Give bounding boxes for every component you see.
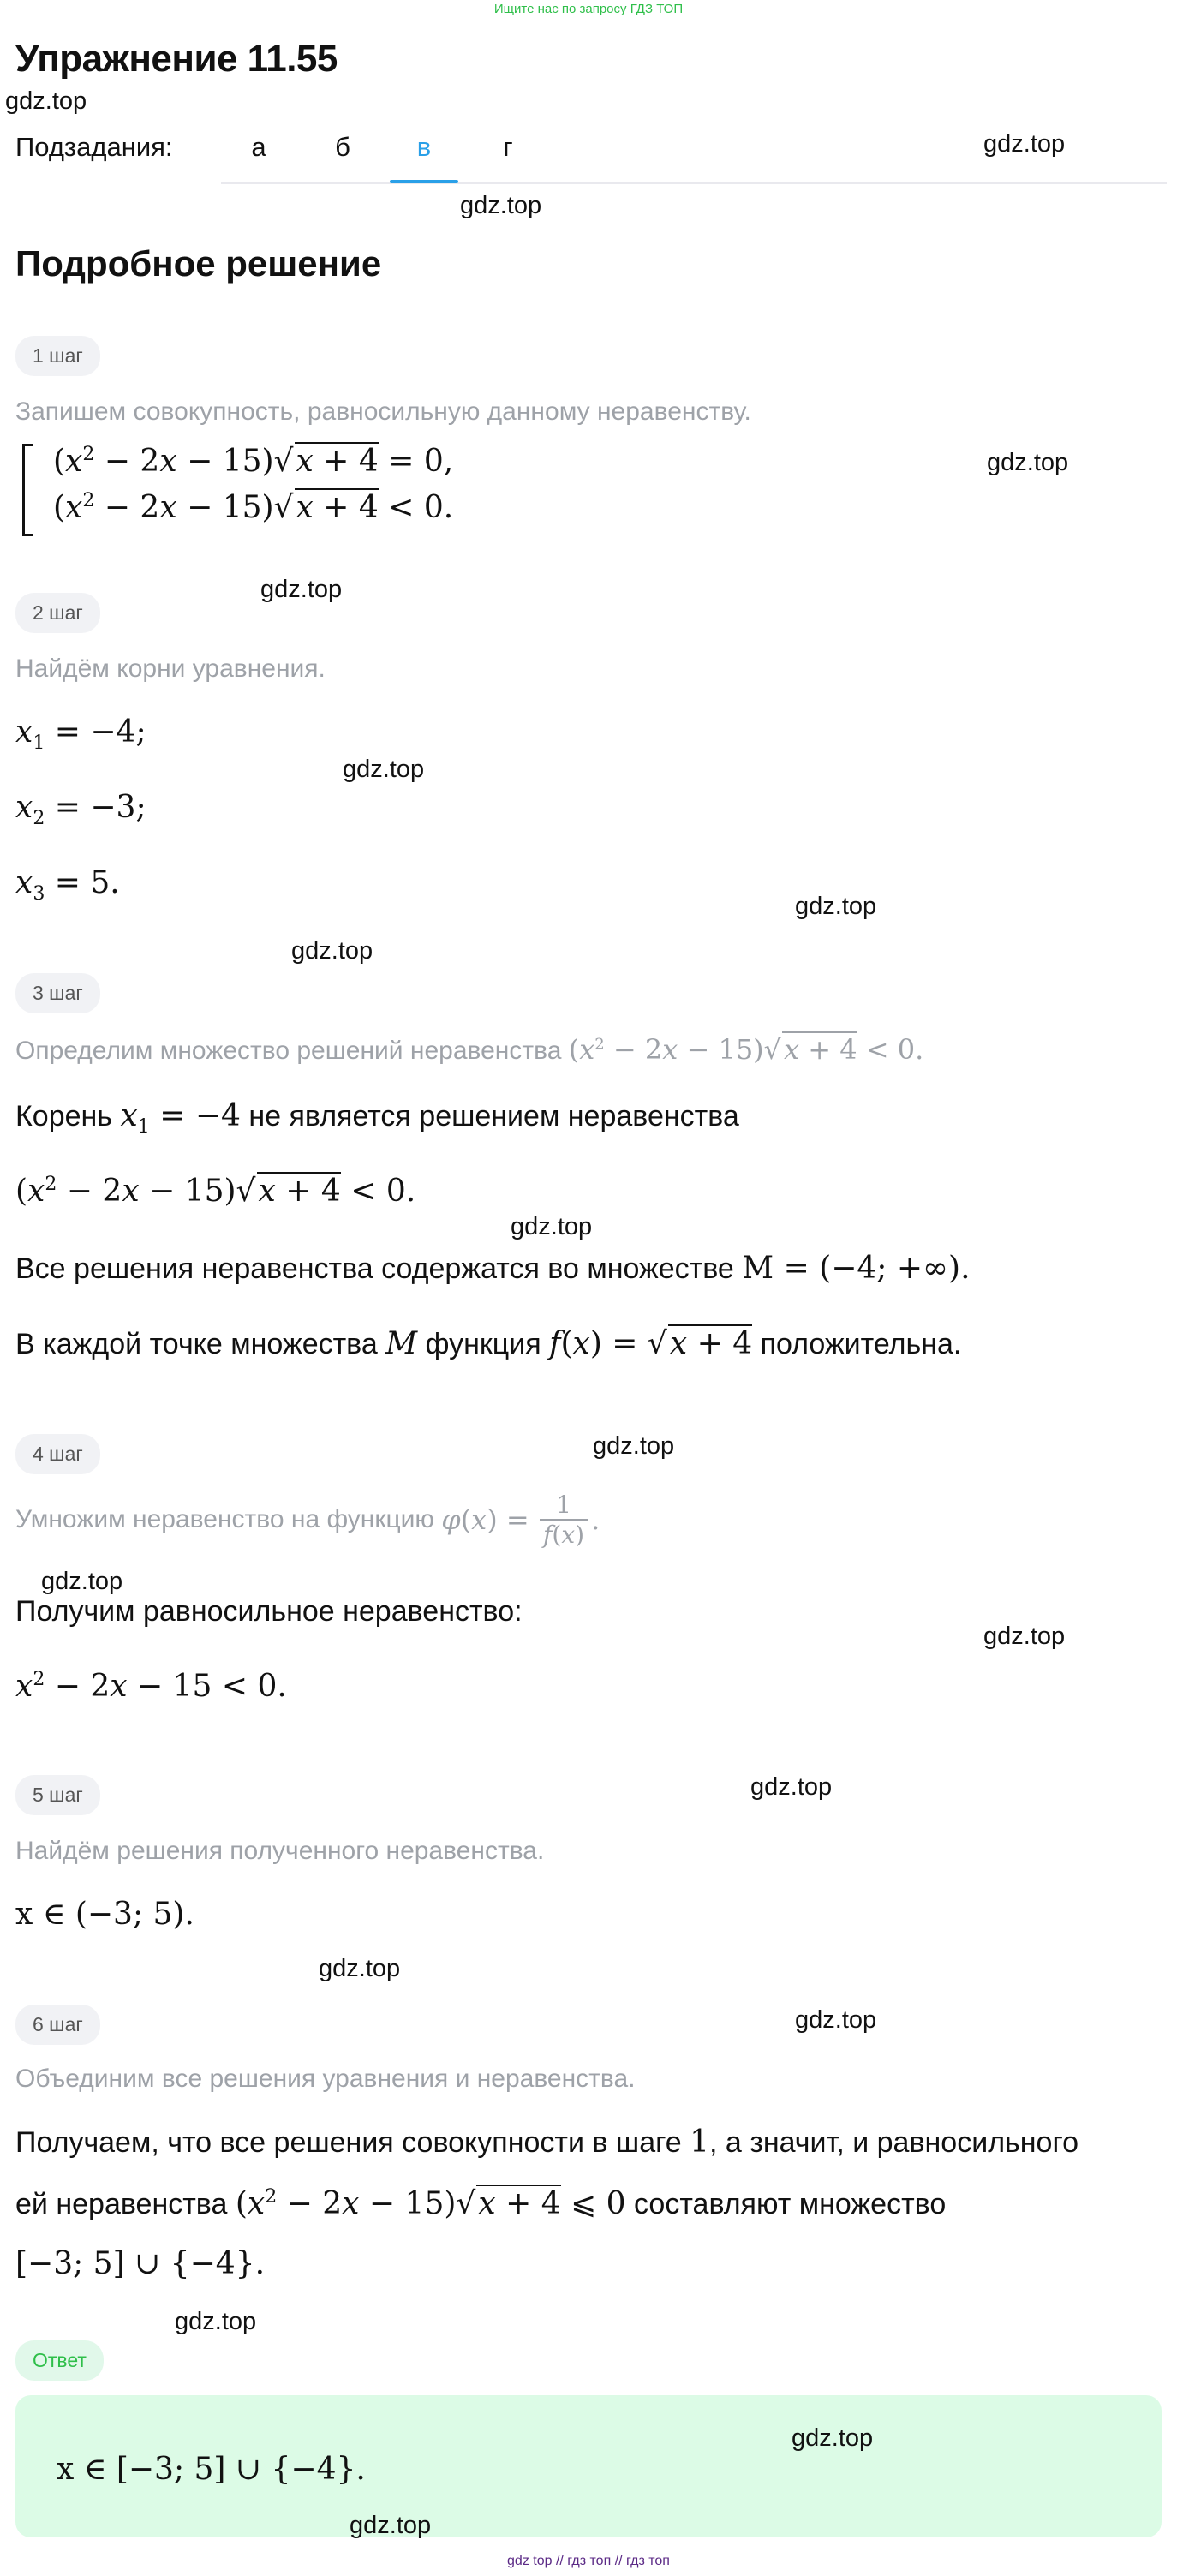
step-description: Определим множество решений неравенства $(x^2 - 2x - 15)√x + 4 < 0$. bbox=[15, 1033, 924, 1066]
watermark: gdz.top bbox=[343, 756, 425, 783]
system-bracket bbox=[22, 444, 33, 536]
positive-function-statement: В каждой точке множества M функция f(x) = √x + 4 положительна. bbox=[15, 1326, 962, 1361]
footer-links[interactable]: gdz top // гдз топ // гдз топ bbox=[507, 2554, 670, 2568]
root-x1: $x_1 = -4$; bbox=[15, 714, 146, 755]
step-description: Запишем совокупность, равносильную данному неравенству. bbox=[15, 397, 751, 426]
tab-a[interactable]: а bbox=[251, 132, 266, 162]
answer-badge: Ответ bbox=[15, 2340, 104, 2381]
root-statement: Корень $x_1 = -4$ не является решением неравенства bbox=[15, 1098, 739, 1139]
subtasks-label: Подзадания: bbox=[15, 132, 173, 162]
math-inequality: $(x^2 - 2x - 15)√x + 4 < 0$. bbox=[15, 1174, 416, 1209]
watermark: gdz.top bbox=[175, 2308, 257, 2335]
watermark: gdz.top bbox=[983, 1623, 1066, 1650]
root-x3: $x_3 = 5$. bbox=[15, 865, 120, 905]
each-point-pre: В каждой точке множества bbox=[15, 1328, 378, 1360]
step-badge: 1 шаг bbox=[15, 336, 100, 376]
conclusion-line-1 bbox=[15, 2125, 1078, 2160]
math-quadratic-inequality: $x^2 - 2x - 15 < 0$. bbox=[15, 1669, 287, 1704]
watermark: gdz.top bbox=[983, 130, 1066, 158]
step-description: Объединим все решения уравнения и неравенства. bbox=[15, 2065, 636, 2093]
watermark: gdz.top bbox=[291, 937, 373, 965]
eq1-end: = 0, bbox=[388, 444, 454, 479]
tabs-divider bbox=[221, 182, 1167, 184]
watermark: gdz.top bbox=[987, 449, 1069, 476]
tab-b[interactable]: б bbox=[335, 132, 350, 162]
interval-solution: x ∈ (−3; 5). bbox=[15, 1897, 194, 1932]
step-badge: 3 шаг bbox=[15, 973, 100, 1013]
step-description-text: Умножим неравенство на функцию bbox=[15, 1505, 434, 1533]
step-number-ref: 1 bbox=[690, 2125, 710, 2160]
root-statement-post: не является решением неравенства bbox=[248, 1100, 739, 1133]
root-statement-pre: Корень bbox=[15, 1100, 113, 1133]
page-title: Упражнение 11.55 bbox=[15, 38, 338, 80]
conclusion-line-2: ей неравенства $(x^2 - 2x - 15)√x + 4$ ⩽ 0 составляют множество bbox=[15, 2186, 947, 2221]
top-banner[interactable]: Ищите нас по запросу ГДЗ ТОП bbox=[493, 2, 684, 16]
step-badge: 6 шаг bbox=[15, 2005, 100, 2045]
eq2-end: < 0. bbox=[388, 490, 454, 525]
step-description: Найдём решения полученного неравенства. bbox=[15, 1837, 545, 1865]
answer-value: x ∈ [−3; 5] ∪ {−4}. bbox=[57, 2452, 366, 2487]
each-point-mid: функция bbox=[425, 1328, 541, 1360]
step-description-text: Определим множество решений неравенства bbox=[15, 1037, 562, 1065]
watermark: gdz.top bbox=[350, 2512, 432, 2539]
math-equation-1: $(x^2 - 2x - 15)√x + 4 = 0$, bbox=[53, 444, 454, 479]
watermark: gdz.top bbox=[41, 1568, 123, 1595]
each-point-post: положительна. bbox=[760, 1328, 962, 1360]
watermark: gdz.top bbox=[5, 87, 87, 115]
tab-v[interactable]: в bbox=[416, 132, 432, 162]
section-title: Подробное решение bbox=[15, 243, 382, 284]
final-set: [−3; 5] ∪ {−4}. bbox=[15, 2246, 266, 2281]
all-solutions-text: Все решения неравенства содержатся во множестве bbox=[15, 1252, 734, 1285]
step-badge: 4 шаг bbox=[15, 1434, 100, 1474]
watermark: gdz.top bbox=[795, 2006, 877, 2034]
watermark: gdz.top bbox=[460, 192, 542, 219]
watermark: gdz.top bbox=[260, 576, 343, 603]
conclusion-text-2-post: составляют множество bbox=[634, 2188, 947, 2220]
step-description: Умножим неравенство на функцию φ(x) = $\frac{1}{f(x)}$ . bbox=[15, 1491, 600, 1549]
root-x2-value: −3; bbox=[90, 790, 146, 825]
watermark: gdz.top bbox=[511, 1213, 593, 1240]
all-solutions-statement bbox=[15, 1251, 971, 1286]
math-equation-2: $(x^2 - 2x - 15)√x + 4 < 0$. bbox=[53, 490, 454, 525]
conclusion-text-2-pre: ей неравенства bbox=[15, 2188, 228, 2220]
step-badge: 2 шаг bbox=[15, 593, 100, 633]
tab-g[interactable]: г bbox=[503, 132, 513, 162]
active-tab-indicator bbox=[390, 180, 458, 183]
watermark: gdz.top bbox=[795, 893, 877, 920]
conclusion-text-1-end: , а значит, и равносильного bbox=[709, 2126, 1079, 2159]
watermark: gdz.top bbox=[792, 2424, 874, 2452]
watermark: gdz.top bbox=[593, 1432, 675, 1460]
equivalent-inequality-text: Получим равносильное неравенство: bbox=[15, 1595, 523, 1628]
root-x3-value: 5. bbox=[90, 865, 120, 900]
watermark: gdz.top bbox=[750, 1773, 833, 1801]
conclusion-text-1: Получаем, что все решения совокупности в шаге bbox=[15, 2126, 682, 2159]
root-x2: $x_2 = -3$; bbox=[15, 790, 146, 830]
step-description: Найдём корни уравнения. bbox=[15, 654, 326, 683]
watermark: gdz.top bbox=[319, 1955, 401, 1982]
root-x1-value: −4; bbox=[90, 714, 146, 750]
step-badge: 5 шаг bbox=[15, 1775, 100, 1815]
set-m: M = (−4; +∞). bbox=[742, 1251, 971, 1286]
